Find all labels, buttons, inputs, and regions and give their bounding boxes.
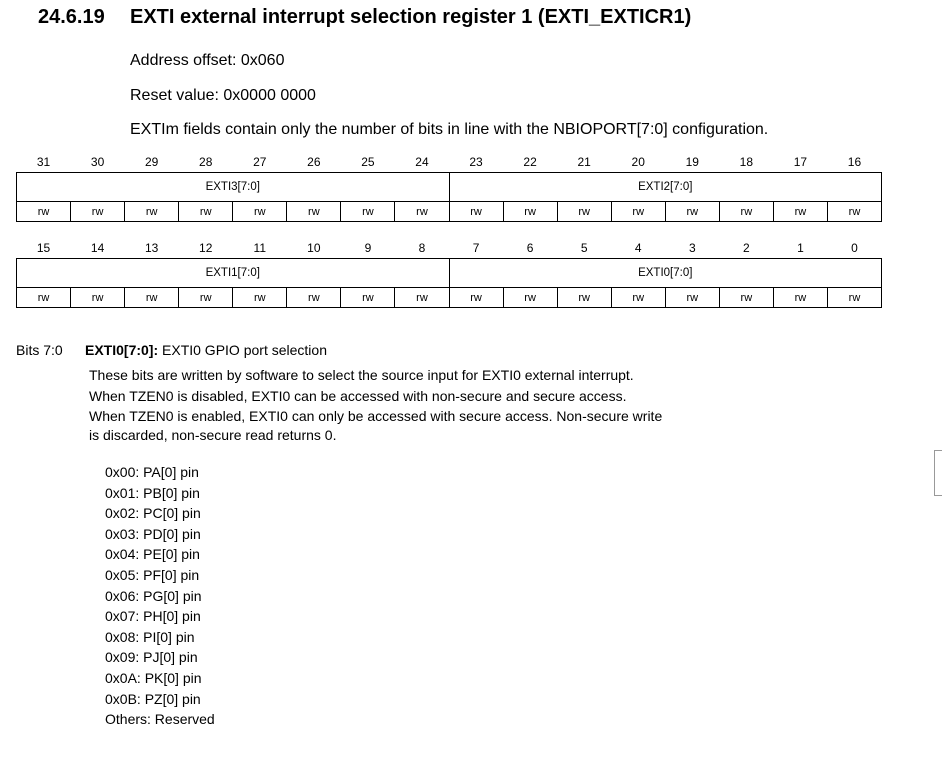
access-cell: rw [611, 202, 665, 222]
access-cell: rw [287, 288, 341, 308]
access-cell: rw [773, 288, 827, 308]
section-number: 24.6.19 [38, 6, 105, 28]
bit-number: 28 [199, 155, 213, 169]
page-edge-bracket [934, 450, 942, 496]
access-cell: rw [71, 288, 125, 308]
description-line: When TZEN0 is enabled, EXTI0 can only be accessed with secure access. Non-secure write [89, 408, 663, 424]
access-cell: rw [287, 202, 341, 222]
bit-number: 21 [577, 155, 591, 169]
bit-number: 15 [36, 241, 51, 255]
access-cell: rw [827, 288, 881, 308]
value-item: 0x0B: PZ[0] pin [105, 690, 201, 707]
field-row [17, 173, 882, 202]
access-cell: rw [17, 288, 71, 308]
access-row [17, 202, 882, 222]
bit-number: 23 [469, 155, 483, 169]
field-row [17, 259, 882, 288]
access-cell: rw [665, 288, 719, 308]
access-cell: rw [395, 288, 449, 308]
access-cell: rw [449, 202, 503, 222]
bit-number-row [17, 238, 882, 259]
description-line: is discarded, non-secure read returns 0. [89, 426, 337, 443]
access-cell: rw [179, 202, 233, 222]
access-cell: rw [503, 288, 557, 308]
field-exti3: EXTI3[7:0] [17, 173, 450, 202]
access-cell: rw [125, 202, 179, 222]
value-item: 0x08: PI[0] pin [105, 628, 195, 645]
access-cell: rw [773, 202, 827, 222]
bit-number: 10 [307, 241, 321, 255]
access-cell: rw [341, 288, 395, 308]
access-cell: rw [719, 202, 773, 222]
bit-number: 9 [364, 241, 372, 255]
value-item: 0x00: PA[0] pin [105, 464, 199, 480]
bit-number: 27 [253, 155, 267, 169]
bit-number: 20 [631, 155, 645, 169]
access-row [17, 288, 882, 308]
bit-number: 26 [307, 155, 321, 169]
bit-number: 2 [743, 241, 750, 255]
bit-range: Bits 7:0 [16, 342, 63, 358]
reset-value: Reset value: 0x0000 0000 [130, 87, 316, 104]
bit-number: 19 [685, 155, 699, 169]
bit-number: 17 [793, 155, 808, 169]
value-item: 0x05: PF[0] pin [105, 566, 200, 583]
bit-number: 5 [580, 241, 588, 255]
access-cell: rw [503, 202, 557, 222]
field-exti0: EXTI0[7:0] [449, 259, 882, 288]
access-cell: rw [341, 202, 395, 222]
value-item: 0x03: PD[0] pin [105, 525, 201, 542]
access-cell: rw [125, 288, 179, 308]
bit-number: 0 [851, 241, 858, 255]
section-heading [38, 6, 691, 29]
access-cell: rw [557, 202, 611, 222]
bit-number-row [17, 152, 882, 173]
access-cell: rw [557, 288, 611, 308]
bit-number: 25 [361, 155, 375, 169]
value-item: 0x04: PE[0] pin [105, 546, 200, 563]
bit-description-body [89, 365, 809, 445]
access-cell: rw [395, 202, 449, 222]
access-cell: rw [719, 288, 773, 308]
field-exti2: EXTI2[7:0] [449, 173, 882, 202]
access-cell: rw [665, 202, 719, 222]
bit-number: 16 [847, 155, 862, 169]
bit-number: 8 [418, 241, 426, 255]
bit-number: 12 [199, 241, 213, 255]
value-item: Others: Reserved [105, 711, 215, 728]
access-cell: rw [71, 202, 125, 222]
description-line: These bits are written by software to select the source input for EXTI0 external interrupt. [89, 367, 634, 383]
register-lower-half [16, 238, 882, 308]
bit-number: 1 [797, 241, 804, 255]
bit-number: 24 [415, 155, 429, 169]
field-name: EXTI0[7:0]: [85, 342, 159, 358]
access-cell: rw [17, 202, 71, 222]
value-item: 0x02: PC[0] pin [105, 505, 201, 522]
bit-number: 13 [144, 241, 159, 255]
bit-number: 31 [36, 155, 51, 169]
bit-number: 11 [253, 241, 267, 255]
access-cell: rw [179, 288, 233, 308]
value-item: 0x01: PB[0] pin [105, 484, 200, 501]
bit-number: 7 [472, 241, 480, 255]
bit-number: 30 [90, 155, 105, 169]
value-item: 0x06: PG[0] pin [105, 587, 202, 604]
address-offset: Address offset: 0x060 [130, 52, 285, 69]
register-upper-half [16, 152, 882, 222]
access-cell: rw [449, 288, 503, 308]
bit-number: 18 [739, 155, 754, 169]
bit-number: 3 [688, 241, 696, 255]
access-cell: rw [233, 202, 287, 222]
bit-number: 29 [144, 155, 159, 169]
value-item: 0x0A: PK[0] pin [105, 669, 202, 686]
access-cell: rw [827, 202, 881, 222]
bit-number: 4 [634, 241, 642, 255]
value-item: 0x09: PJ[0] pin [105, 649, 198, 666]
field-exti1: EXTI1[7:0] [17, 259, 450, 288]
bit-description-header [16, 341, 327, 359]
value-item: 0x07: PH[0] pin [105, 608, 201, 625]
access-cell: rw [611, 288, 665, 308]
bit-number: 6 [526, 241, 534, 255]
bit-number: 14 [90, 241, 105, 255]
access-cell: rw [233, 288, 287, 308]
description-line: When TZEN0 is disabled, EXTI0 can be accessed with non-secure and secure access. [89, 387, 627, 404]
fields-note: EXTIm fields contain only the number of bits in line with the NBIOPORT[7:0] configuration. [130, 121, 769, 138]
section-title: EXTI external interrupt selection register 1 (EXTI_EXTICR1) [130, 6, 692, 28]
value-list [105, 462, 215, 730]
field-summary: EXTI0 GPIO port selection [162, 342, 327, 358]
bit-number: 22 [523, 155, 537, 169]
